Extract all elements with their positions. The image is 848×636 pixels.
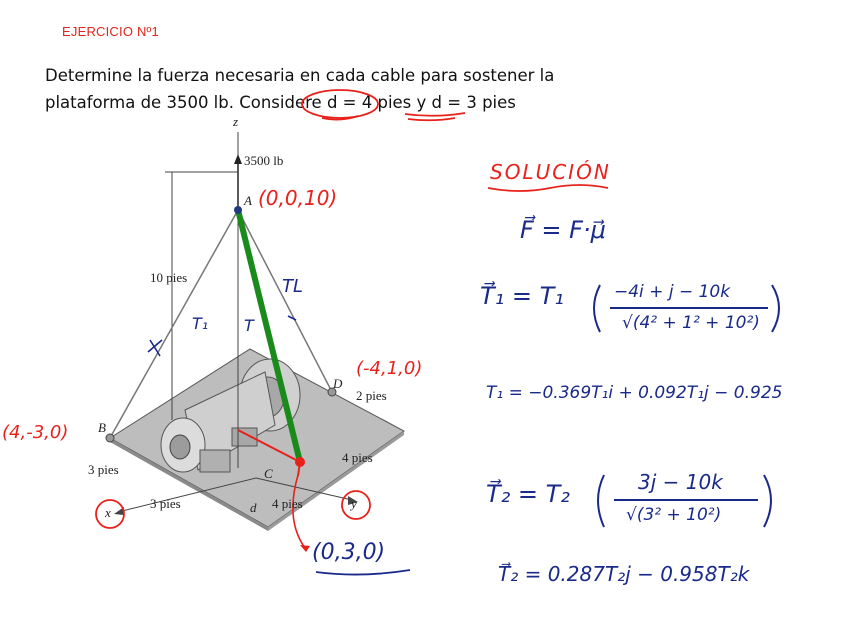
- dim-3pies-left: 3 pies: [88, 462, 119, 477]
- t1-right-paren: [772, 285, 779, 332]
- eq-t1-lhs: T⃗₁ = T₁: [480, 282, 564, 310]
- z-axis-label: z: [233, 114, 239, 129]
- cable-t-label: T: [244, 316, 254, 335]
- coord-a: (0,0,10): [258, 186, 338, 210]
- highlight-d-4: d = 4 pies: [326, 93, 412, 112]
- underline-mark-d3: [405, 113, 465, 120]
- statement-separator: y: [411, 93, 432, 112]
- highlight-d-3: d = 3 pies: [431, 93, 516, 112]
- y-axis-label: y: [351, 496, 357, 511]
- point-b-marker: [106, 434, 114, 442]
- x-axis-label: x: [105, 505, 111, 520]
- eq-t2-lhs: T⃗₂ = T₂: [486, 480, 570, 508]
- cable-t1-label: T₁: [192, 314, 209, 333]
- point-a-marker: [234, 206, 242, 214]
- dim-4pies-bottom: 4 pies: [272, 496, 303, 511]
- dim-3pies-bottom: 3 pies: [150, 496, 181, 511]
- circle-mark-d4: [302, 90, 378, 118]
- dim-d: d: [250, 500, 257, 515]
- coord-d: (-4,1,0): [356, 358, 423, 379]
- statement-line-1: Determine la fuerza necesaria en cada cable para sostener la: [45, 66, 555, 85]
- eq-t2-result: T⃗₂ = 0.287T₂j − 0.958T₂k: [498, 562, 750, 586]
- motor-base: [200, 450, 230, 472]
- eq-general: F⃗ = F·μ⃗: [520, 216, 606, 244]
- dim-4pies-right: 4 pies: [342, 450, 373, 465]
- load-label: 3500 lb: [244, 153, 284, 168]
- solution-underline: [488, 185, 608, 191]
- eq-t1-result: T₁ = −0.369T₁i + 0.092T₁j − 0.925: [486, 383, 783, 403]
- t2-right-paren: [764, 475, 771, 527]
- exercise-title: EJERCICIO Nº1: [62, 24, 159, 39]
- statement-line-2-start: plataforma de 3500 lb. Considere: [45, 93, 327, 112]
- point-d-label: D: [333, 376, 343, 391]
- eq-t2-numerator: 3j − 10k: [638, 470, 723, 494]
- solution-heading: SOLUCIÓN: [490, 160, 611, 184]
- point-b-label: B: [98, 420, 106, 435]
- point-c-label: C: [264, 466, 273, 481]
- dim-2pies: 2 pies: [356, 388, 387, 403]
- coord-b: (4,-3,0): [2, 422, 69, 443]
- height-label: 10 pies: [150, 270, 188, 285]
- underline-coord-c: [316, 570, 410, 575]
- point-a-label: A: [244, 193, 252, 208]
- t2-left-paren: [598, 475, 604, 527]
- eq-t2-denominator: √(3² + 10²): [626, 505, 722, 525]
- eq-t1-numerator: −4i + j − 10k: [614, 282, 731, 302]
- t1-left-paren: [594, 285, 600, 332]
- coord-c: (0,3,0): [312, 540, 386, 565]
- eq-t1-denominator: √(4² + 1² + 10²): [622, 313, 760, 333]
- cable-tl-label: TL: [282, 276, 304, 297]
